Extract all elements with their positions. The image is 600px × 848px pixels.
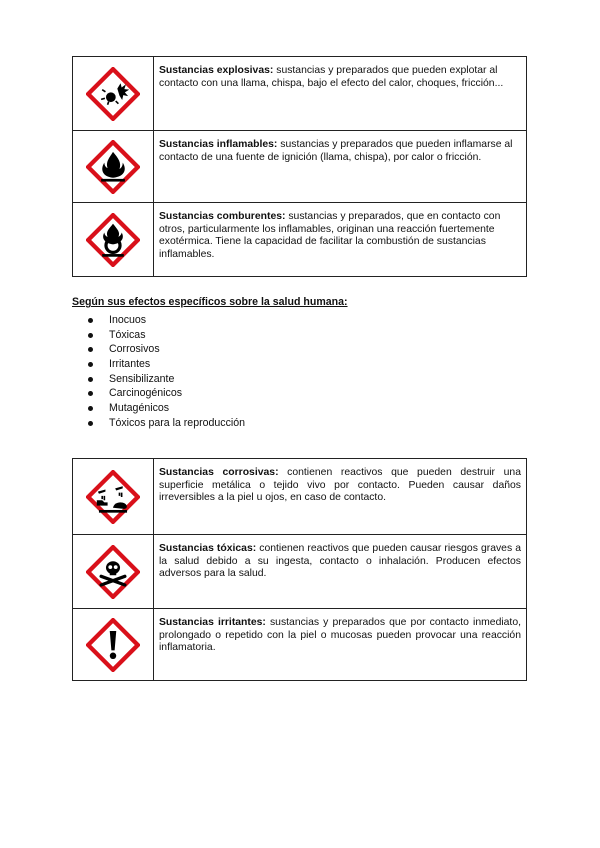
icon-cell <box>73 203 154 277</box>
list-item: Carcinogénicos <box>82 386 245 401</box>
hazard-text: contienen reactivos que pueden causar riesgos graves a la salud debido a su ingesta, contacto o inhalación. Producen efectos adversos para la salud. <box>159 543 521 580</box>
flammable-pictogram-icon <box>86 140 140 194</box>
oxidizing-pictogram-icon <box>86 213 140 267</box>
description-cell <box>154 57 527 131</box>
hazard-title: Sustancias explosivas: <box>159 65 274 76</box>
table-row <box>73 609 527 681</box>
description-cell <box>154 609 527 681</box>
table-row <box>73 57 527 131</box>
description-cell <box>154 459 527 535</box>
corrosive-pictogram-icon <box>86 470 140 524</box>
list-item: Tóxicas <box>82 328 245 343</box>
hazard-text: sustancias y preparados que pueden inflamarse al contacto de una fuente de ignición (llama, chispa), por calor o fricción. <box>159 139 513 163</box>
hazard-title: Sustancias tóxicas: <box>159 543 257 554</box>
table-row <box>73 535 527 609</box>
hazard-title: Sustancias irritantes: <box>159 617 266 628</box>
icon-cell <box>73 131 154 203</box>
table-row <box>73 131 527 203</box>
list-item: Corrosivos <box>82 342 245 357</box>
section-heading: Según sus efectos específicos sobre la salud humana: <box>72 296 348 308</box>
list-item: Irritantes <box>82 357 245 372</box>
hazards-table-health <box>72 458 527 681</box>
hazard-text: contienen reactivos que pueden destruir una superficie metálica o tejido vivo por contacto. Pueden causar daños irreversibles a la piel u ojos, en caso de contacto. <box>159 467 521 504</box>
description-cell <box>154 203 527 277</box>
toxic-pictogram-icon <box>86 545 140 599</box>
description-cell <box>154 131 527 203</box>
icon-cell <box>73 459 154 535</box>
hazard-title: Sustancias inflamables: <box>159 139 278 150</box>
table-row <box>73 459 527 535</box>
list-item: Mutagénicos <box>82 401 245 416</box>
icon-cell <box>73 57 154 131</box>
list-item: Sensibilizante <box>82 372 245 387</box>
table-row <box>73 203 527 277</box>
hazard-text: sustancias y preparados que por contacto inmediato, prolongado o repetido con la piel o mucosas pueden provocar una reacción inflamatoria. <box>159 617 521 654</box>
hazards-table-physical <box>72 56 527 277</box>
hazard-title: Sustancias corrosivas: <box>159 467 279 478</box>
explosive-pictogram-icon <box>86 67 140 121</box>
hazard-text: sustancias y preparados que pueden explotar al contacto con una llama, chispa, bajo el efecto del calor, choques, fricción... <box>159 65 504 89</box>
description-cell <box>154 535 527 609</box>
hazard-text: sustancias y preparados, que en contacto con otros, particularmente los inflamables, originan una reacción fuertemente exotérmica. Tiene la capacidad de facilitar la combustión de sustancias inflamables. <box>159 211 501 260</box>
health-effects-list <box>82 313 245 431</box>
icon-cell <box>73 535 154 609</box>
irritant-pictogram-icon <box>86 618 140 672</box>
icon-cell <box>73 609 154 681</box>
hazard-title: Sustancias comburentes: <box>159 211 286 222</box>
list-item: Tóxicos para la reproducción <box>82 416 245 431</box>
list-item: Inocuos <box>82 313 245 328</box>
